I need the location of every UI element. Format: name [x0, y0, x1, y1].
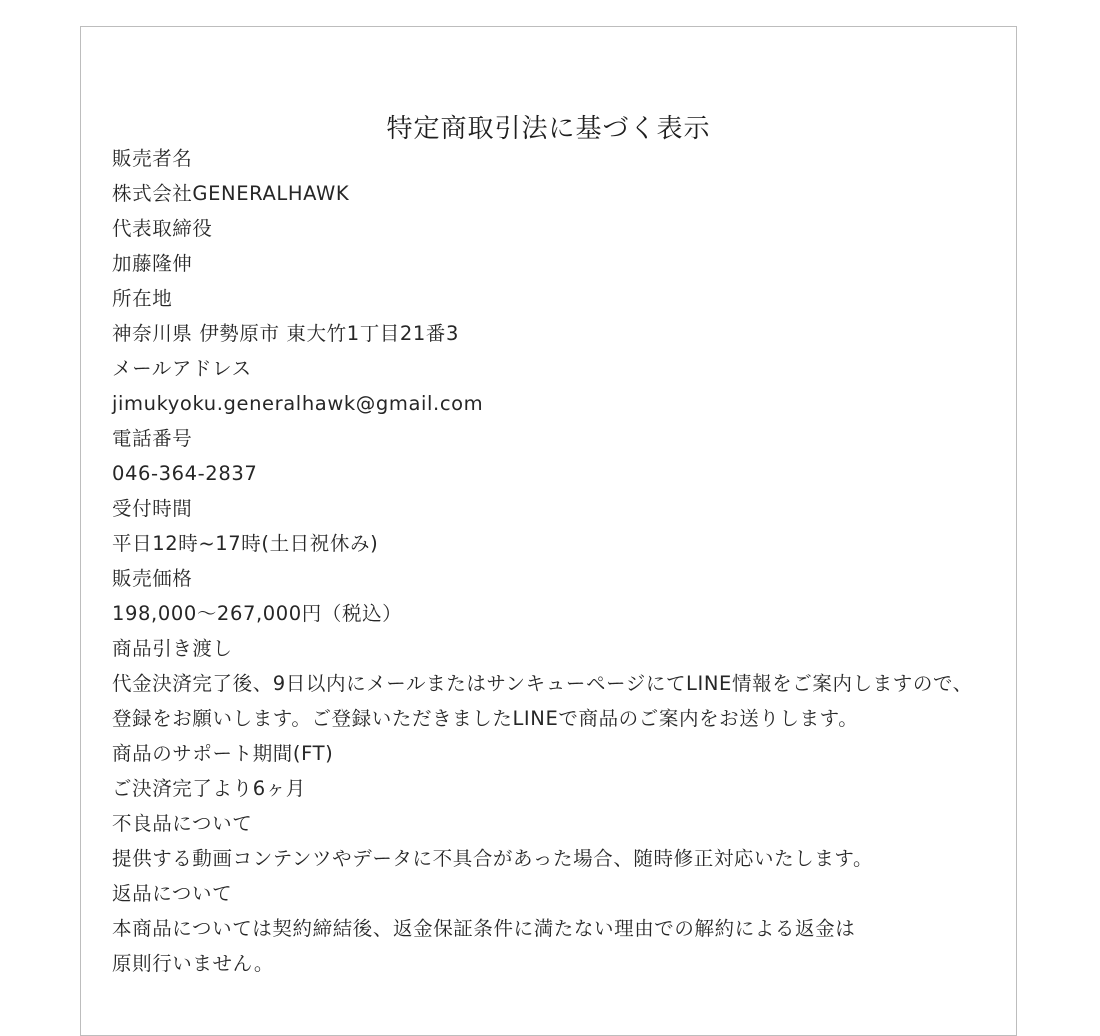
label-defects: 不良品について — [112, 812, 253, 835]
label-representative: 代表取締役 — [112, 217, 213, 240]
page-title: 特定商取引法に基づく表示 — [386, 114, 711, 144]
label-price: 販売価格 — [112, 567, 193, 590]
value-seller-name: 株式会社GENERALHAWK — [112, 182, 350, 205]
value-support-period: ご決済完了より6ヶ月 — [112, 777, 306, 800]
label-delivery: 商品引き渡し — [112, 637, 233, 660]
label-phone: 電話番号 — [112, 427, 193, 450]
value-returns-line-1: 本商品については契約締結後、返金保証条件に満たない理由での解約による返金は — [112, 917, 856, 940]
label-returns: 返品について — [112, 882, 233, 905]
value-hours: 平日12時~17時(土日祝休み) — [112, 532, 379, 555]
value-price: 198,000〜267,000円（税込） — [112, 602, 403, 625]
value-defects: 提供する動画コンテンツやデータに不具合があった場合、随時修正対応いたします。 — [112, 847, 874, 870]
label-email: メールアドレス — [112, 357, 252, 380]
label-address: 所在地 — [112, 287, 173, 310]
value-delivery-line-1: 代金決済完了後、9日以内にメールまたはサンキューページにてLINE情報をご案内しますので、 — [112, 672, 973, 695]
label-support-period: 商品のサポート期間(FT) — [112, 742, 334, 765]
value-delivery-line-2: 登録をお願いします。ご登録いただきましたLINEで商品のご案内をお送りします。 — [112, 707, 859, 730]
label-hours: 受付時間 — [112, 497, 193, 520]
value-returns-line-2: 原則行いません。 — [112, 952, 274, 975]
legal-notice-content — [112, 141, 1002, 981]
legal-notice-panel — [80, 26, 1017, 1036]
value-email: jimukyoku.generalhawk@gmail.com — [112, 392, 484, 415]
value-representative: 加藤隆伸 — [112, 252, 193, 275]
value-phone: 046-364-2837 — [112, 462, 258, 485]
label-seller-name: 販売者名 — [112, 147, 193, 170]
value-address: 神奈川県 伊勢原市 東大竹1丁目21番3 — [112, 322, 460, 345]
